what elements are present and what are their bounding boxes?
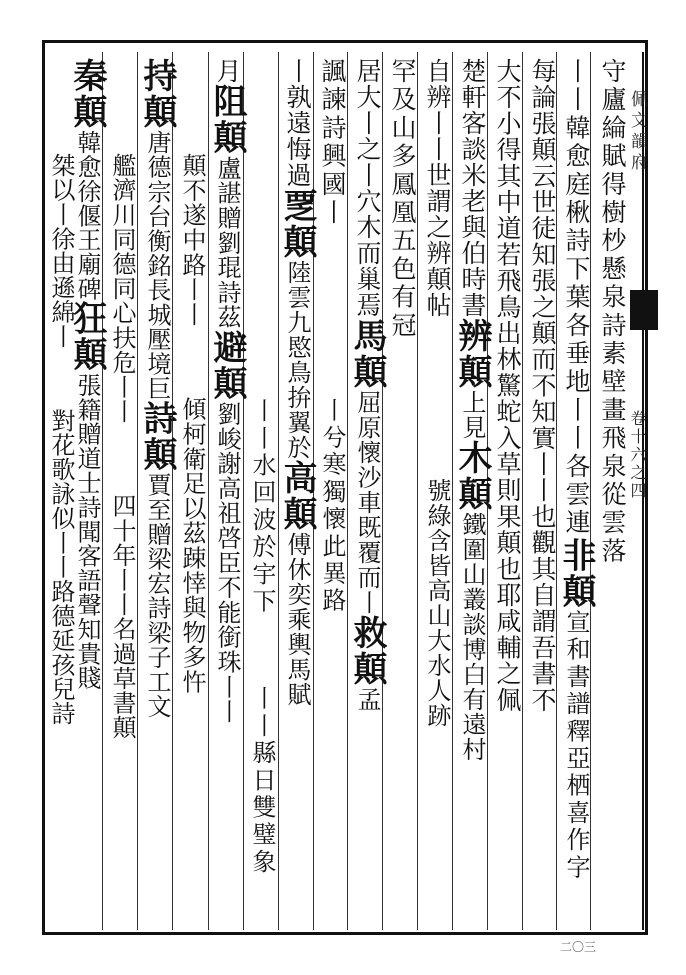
text-column bbox=[316, 58, 348, 928]
column-text: 罕及山多鳳凰五色有冠 bbox=[388, 58, 417, 340]
column-text: 居大丨之丨穴木而巢焉 bbox=[353, 58, 382, 318]
column-text: 劉峻謝高祖啓臣不能銜珠丨丨 bbox=[213, 401, 241, 724]
column-text: 盧諶贈劉琨詩茲 bbox=[213, 155, 241, 330]
column-text: 張籍贈道士詩聞客語聲知貴賤 bbox=[73, 372, 101, 691]
text-column bbox=[526, 58, 558, 928]
text-column bbox=[106, 58, 138, 928]
text-column bbox=[246, 58, 278, 928]
column-text: 傾柯衛足以茲踈悻與物多忤 bbox=[178, 396, 206, 695]
entry-heading: 高顛 bbox=[277, 460, 317, 532]
column-text: 顛不遂中路丨丨 bbox=[178, 153, 206, 327]
column-rule bbox=[208, 52, 209, 930]
entry-heading: 馬顛 bbox=[347, 318, 387, 390]
column-rule bbox=[243, 52, 244, 930]
entry-heading: 非顛 bbox=[556, 537, 596, 610]
fishtail-mark bbox=[630, 290, 658, 330]
column-text: 艦濟川同德同心扶危丨丨 bbox=[108, 153, 136, 424]
column-text: 韓愈徐偃王廟碑 bbox=[73, 130, 101, 301]
column-text: 賈至贈梁宏詩梁子工文 bbox=[143, 472, 171, 719]
column-text: 上見 bbox=[458, 390, 486, 440]
text-column bbox=[207, 58, 247, 928]
text-column bbox=[491, 58, 523, 928]
column-text: 傅休奕乘輿馬賦 bbox=[283, 532, 311, 707]
column-text: 丨丨水回波於宇下 bbox=[248, 398, 276, 616]
column-text: 楚軒客談米老與伯時書 bbox=[458, 58, 487, 318]
column-text: 桀以丨徐由遜綿丨 bbox=[47, 153, 75, 349]
entry-heading: 辨顛 bbox=[452, 318, 492, 390]
column-text: 陸雲九愍鳥拚翼於 bbox=[283, 260, 311, 460]
chapter-label: 卷十六之四 bbox=[628, 410, 647, 500]
column-text: 屈原懷沙車既覆而丨 bbox=[353, 390, 381, 615]
column-text: 月 bbox=[213, 58, 242, 84]
text-column bbox=[48, 58, 74, 928]
text-column bbox=[556, 58, 596, 928]
text-column bbox=[67, 58, 107, 928]
entry-heading: 木顛 bbox=[452, 440, 492, 512]
column-text: 唐德宗台衡銘長城壓境巨 bbox=[143, 130, 171, 401]
column-text: 大不小得其中道若飛鳥出林驚蛇入草則果顛也耶咸輔之佩 bbox=[493, 58, 522, 713]
column-text: 號綠含皆高山大水人跡 bbox=[423, 478, 451, 728]
column-text: 宣和書譜釋亞栖喜作字 bbox=[562, 609, 590, 882]
entry-heading: 狂顛 bbox=[67, 300, 107, 373]
entry-heading: 救顛 bbox=[347, 615, 387, 687]
column-text: 守廬綸賦得樹杪懸泉詩素壁畫飛泉從雲落 bbox=[598, 58, 627, 566]
column-text: 諷諫詩興國丨 bbox=[318, 58, 347, 228]
column-text: 四十年丨丨名過草書顛 bbox=[108, 493, 136, 740]
text-column bbox=[452, 58, 492, 928]
entry-heading: 覂顛 bbox=[277, 188, 317, 260]
text-column bbox=[277, 58, 317, 928]
column-text: 孟 bbox=[353, 687, 381, 712]
entry-heading: 避顛 bbox=[207, 329, 247, 402]
column-text: 自辨丨丨世謂之辨顛帖 bbox=[423, 58, 452, 318]
entry-heading: 阻顛 bbox=[207, 83, 247, 156]
text-column bbox=[386, 58, 418, 928]
column-text: 每論張顛云世徒知張之顛而不知實丨丨也觀其自謂吾書不 bbox=[528, 58, 557, 713]
column-text: 丨兮寒獨懷此異路 bbox=[318, 397, 346, 615]
book-title-margin: 佩文韻府 bbox=[627, 90, 647, 174]
entry-heading: 持顛 bbox=[137, 58, 177, 130]
text-column bbox=[347, 58, 387, 928]
page-number: 二〇三 bbox=[560, 940, 597, 954]
column-text: 鐵圍山叢談博白有遠村 bbox=[458, 512, 486, 762]
text-column bbox=[176, 58, 208, 928]
entry-heading: 詩顛 bbox=[137, 400, 177, 473]
text-column bbox=[421, 58, 453, 928]
text-column bbox=[137, 58, 177, 928]
text-column bbox=[596, 58, 628, 928]
entry-heading: 秦顛 bbox=[67, 58, 107, 130]
column-text: 丨孰遠悔過 bbox=[283, 58, 312, 188]
column-text: 對花歌詠似丨丨路德延孩兒詩 bbox=[47, 408, 75, 726]
column-text: 丨丨縣日雙璧象 bbox=[248, 685, 276, 877]
column-text: 丨丨韓愈庭楸詩下葉各垂地丨丨各雲連 bbox=[562, 58, 591, 538]
